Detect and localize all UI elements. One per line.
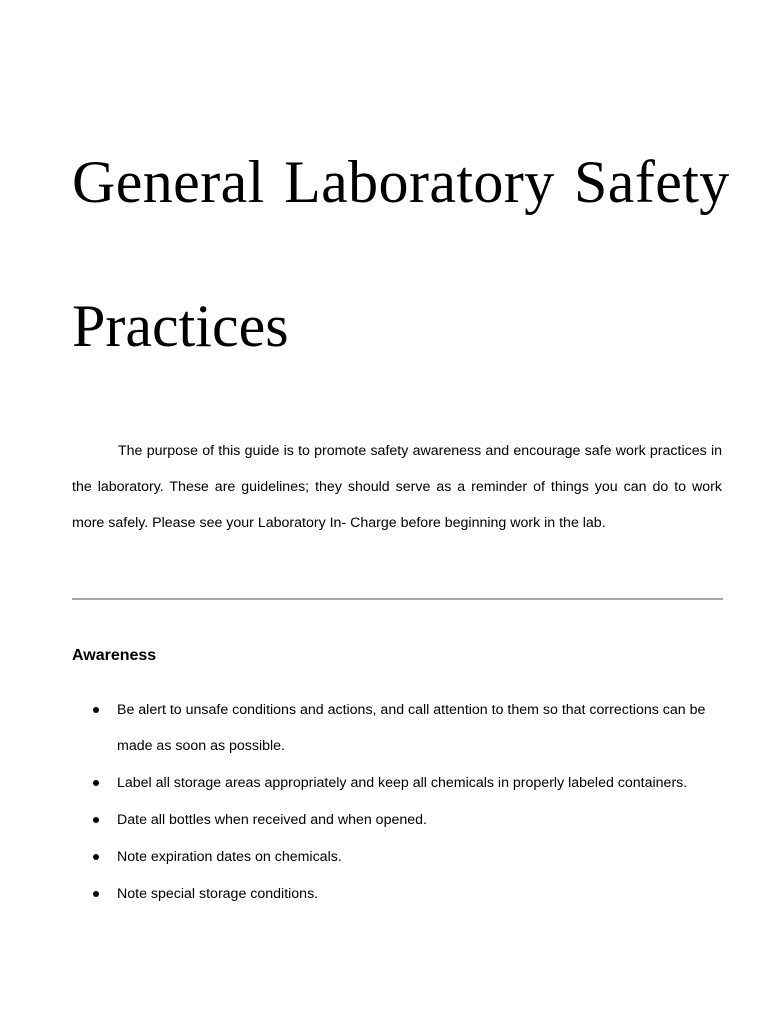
bullet-icon (93, 854, 99, 860)
section-divider (72, 598, 723, 600)
list-item (72, 802, 724, 838)
list-item-text: Date all bottles when received and when opened. (117, 812, 427, 828)
document-title-line-2: Practices (72, 293, 289, 359)
list-item (72, 876, 724, 912)
intro-paragraph: The purpose of this guide is to promote safety awareness and encourage safe work practices in the laboratory. These are guidelines; they should serve as a reminder of things you can do to work more safely. Please see your Laboratory In- Charge before beginning work in the lab. (72, 443, 722, 531)
list-item-text: Note expiration dates on chemicals. (117, 849, 342, 865)
bullet-icon (93, 891, 99, 897)
list-item (72, 839, 724, 875)
bullet-icon (93, 780, 99, 786)
bullet-icon (93, 707, 99, 713)
list-item-text: Note special storage conditions. (117, 886, 319, 902)
awareness-bullet-list (72, 692, 724, 913)
list-item (72, 765, 724, 801)
section-heading-awareness: Awareness (72, 647, 157, 664)
list-item-text: Be alert to unsafe conditions and actions, and call attention to them so that corrections can be made as soon as possible. (117, 702, 706, 754)
list-item (72, 692, 724, 764)
document-title-line-1: General Laboratory Safety (72, 149, 730, 215)
list-item-text: Label all storage areas appropriately and keep all chemicals in properly labeled containers. (117, 775, 688, 791)
bullet-icon (93, 817, 99, 823)
